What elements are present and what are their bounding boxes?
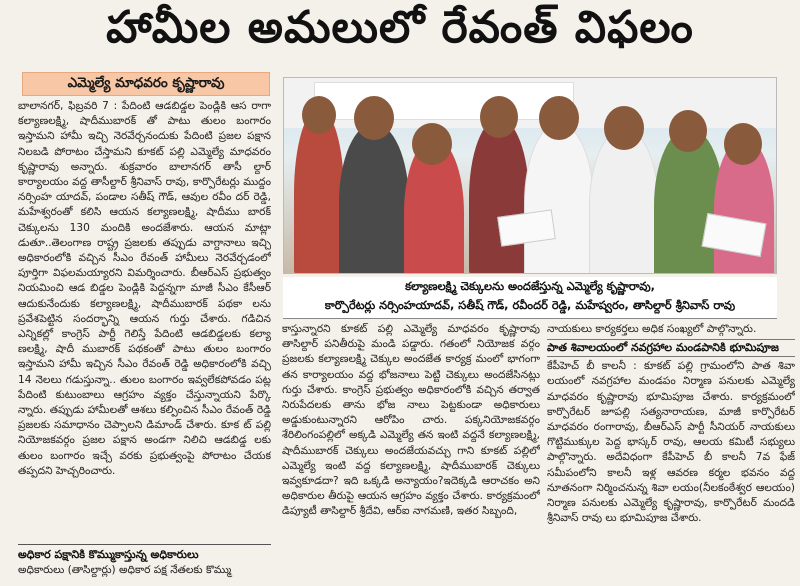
left-bottom-subhead: అధికార పక్షానికి కొమ్ముకాస్తున్న అధికారులు — [18, 544, 271, 563]
person-head — [604, 106, 644, 150]
person-head — [412, 123, 452, 165]
right-column — [547, 322, 795, 584]
photo-caption-line2: కార్పొరేటర్లు నర్సింహయాదవ్, సతీష్ గౌడ్, రవీందర్ రెడ్డి, మహేష్వరం, తాసిల్దార్ శ్రీనివాస్ రావు — [324, 298, 736, 312]
right-section-heading: పాత శివాలయంలో నవగ్రహాల మండపానికి భూమిపూజ — [547, 339, 795, 357]
person-head — [354, 96, 394, 140]
person-figure — [524, 123, 594, 274]
person-head — [302, 96, 336, 134]
right-column-body: కేపీహెచ్ బీ కాలనీ : కూకట్ పల్లి గ్రామంలోని పాత శివా లయంలో నవగ్రహాల మండపం నిర్మాణ పనులకు ఎమ్మెల్యే మాధవరం కృష్ణారావు భూమిపూజ చేశారు. కార్యక్రమంలో కార్పొరేటర్ జూపల్లి సత్యనారాయణ, మాజీ కార్పొరేటర్ మాధవరం రంగారావు, బీఆర్ఎస్ పార్టీ సీనియర్ నాయకులు గొట్టిముక్కుల పెద్ద భాస్కర్ రావు, ఆలయ కమిటీ సభ్యులు పాల్గొన్నారు. అదేవిధంగా కేపీహెచ్ బీ కాలనీ 7వ ఫేజ్ సమీపంలోని కాలనీ ఇళ్ల ఆవరణ కర్మల భవనం వద్ద నూతనంగా నిర్మించనున్న శివా లయం(నీలకంఠేశ్వర ఆలయం) నిర్మాణ పనులకు ఎమ్మెల్యే కృష్ణారావు, కార్పొరేటర్ మందడి శ్రీనివాస్ రావు లు భూమిపూజ చేశారు. — [547, 360, 795, 525]
person-head — [539, 96, 579, 140]
person-head — [480, 96, 518, 138]
left-bottom-section — [18, 541, 271, 578]
left-column — [18, 99, 271, 539]
news-photo — [283, 77, 777, 274]
left-column-body: బాలానగర్, ఫిబ్రవరి 7 : పేదింటి ఆడబిడ్డల పెండ్లికి ఆస రాగా కల్యాణలక్ష్మి, షాదీముబారక్ తో పాటు తులం బంగారం ఇస్తామని హామీ ఇచ్చి నెరవేర్చనందుకు పేదింటి ప్రజల పక్షాన నిలబడి పోరాటం చేస్తామని కూకట్ పల్లి ఎమ్మెల్యే మాధవరం కృష్ణారావు అన్నారు. శుక్రవారం బాలానగర్ తాసీ ల్దార్ కార్యాలయం వద్ద తాసీల్దార్ శ్రీనివాస్ రావు, కార్పొరేటర్లు ముద్దం నర్సింహ యాదవ్, పండాల సతీష్ గౌడ్, ఆవుల రవీం దర్ రెడ్డి, మహేశ్వరంతో కలిసి ఆయన కల్యాణలక్ష్మి, షాదీము బారక్ చెక్కులను 130 మందికి అందజేశారు. ఆయన మాట్లా డుతూ..తెలంగాణ రాష్ట్ర ప్రజలకు తప్పుడు వాగ్దానాలు ఇచ్చి అధికారంలోకి వచ్చిన సీఎం రేవంత్ హామీలు నెరవేర్చడంలో పూర్తిగా విఫలమయ్యారని విమర్శించారు. బీఆర్ఎస్ ప్రభుత్వం నియమించి ఆడ బిడ్డల పెండ్లికి పెద్దన్నగా మాజీ సీఎం కేసీఆర్ ఆదుకునేందుకు కల్యాణలక్ష్మి, షాదీముబారక్ పథకా లను ప్రవేశపెట్టిన సందర్భాన్ని ఆయన గుర్తు చేశారు. గడిచిన ఎన్నికల్లో కాంగ్రెస్ పార్టీ గెలిస్తే పేదింటి ఆడబిడ్డలకు కల్యా ణలక్ష్మి, షాదీ ముబారక్ పథకంతో పాటు తులం బంగారం ఇస్తామని హామీ ఇచ్చిన సీఎం రేవంత్ రెడ్డి అధికారంలోకి వచ్చి 14 నెలలు గడుస్తున్నా.. తులం బంగారం ఇవ్వలేకపోవడం పట్ల పేదింటి కుటుంబాలు ఆగ్రహం వ్యక్తం చేస్తున్నాయని పేర్కొ న్నారు. తప్పుడు హామీలతో ఆశలు కల్పించిన సీఎం రేవంత్ రెడ్డి ప్రజలకు సమాధానం చెప్పాలని డిమాండ్ చేశారు. కూక ట్ పల్లి నియోజకవర్గం ప్రజల పక్షాన అండగా నిలిచి ఆడబిడ్డ లకు తులం బంగారం ఇచ్చే వరకు ప్రభుత్వంపై పోరాటం చేయక తప్పదని హెచ్చరించారు. — [18, 100, 271, 477]
person-head — [669, 110, 707, 152]
right-column-body-top: నాయకులు కార్యకర్తలు అధిక సంఖ్యలో పాల్గొన్నారు. — [547, 323, 757, 335]
middle-column-body: కాస్తున్నారని కూకట్ పల్లి ఎమ్మెల్యే మాధవరం కృష్ణారావు తాసిల్దార్ పనితీరుపై మండి పడ్డారు. గతంలో నియోజక వర్గం ప్రజలకు కల్యాణలక్ష్మి చెక్కుల అందజేత కార్యక్ర మంలో భాగంగా తన కార్యాలయం వద్ద భోజనాలు పెట్టి చెక్కులు అందజేసినట్లు గుర్తు చేశారు. కాంగ్రెస్ ప్రభుత్వం అధికారంలోకి వచ్చిన తర్వాత నిరుపేదలకు తాను భోజ నాలు పెట్టకుండా అధికారులు అడ్డుకుంటున్నారని ఆరోపిం చారు. పక్కనియోజకవర్గం శేరిలింగంపల్లిలో అక్కడి ఎమ్మెల్యే తన ఇంటి వద్దనే కల్యాణలక్ష్మి, షాదీముబారక్ చెక్కులు అందజేయవచ్చు గాని కూకట్ పల్లిలో ఎమ్మెల్యే ఇంటి వద్ద కల్యాణలక్ష్మి, షాదీముబారక్ చెక్కులు ఇవ్వకూడదా? ఇది ఒక్కడి అన్యాయం?ఇదెక్కడి ఆరాచకం అని అధికారుల తీరుపై ఆయన ఆగ్రహం వ్యక్తం చేశారు. కార్యక్రమంలో డిప్యూటీ తాసిల్దార్ శ్రీదేవి, ఆర్ఐ నాగమణి, ఇతర సిబ్బంది, — [282, 323, 540, 518]
photo-banner — [314, 82, 574, 120]
person-head — [724, 123, 762, 165]
person-figure — [469, 118, 529, 274]
photo-caption-line1: కల్యాణలక్ష్మి చెక్కులను అందజేస్తున్న ఎమ్మెల్యే కృష్ణారావు, — [405, 279, 655, 293]
photo-caption — [283, 277, 777, 319]
person-figure — [339, 123, 409, 274]
middle-column — [282, 322, 540, 584]
byline: ఎమ్మెల్యే మాధవరం కృష్ణారావు — [22, 72, 270, 96]
left-bottom-text: అధికారులు (తాసిల్దార్లు) అధికార పక్ష నేతలకు కొమ్ము — [18, 564, 232, 576]
headline: హామీల అమలులో రేవంత్ విఫలం — [106, 2, 694, 53]
